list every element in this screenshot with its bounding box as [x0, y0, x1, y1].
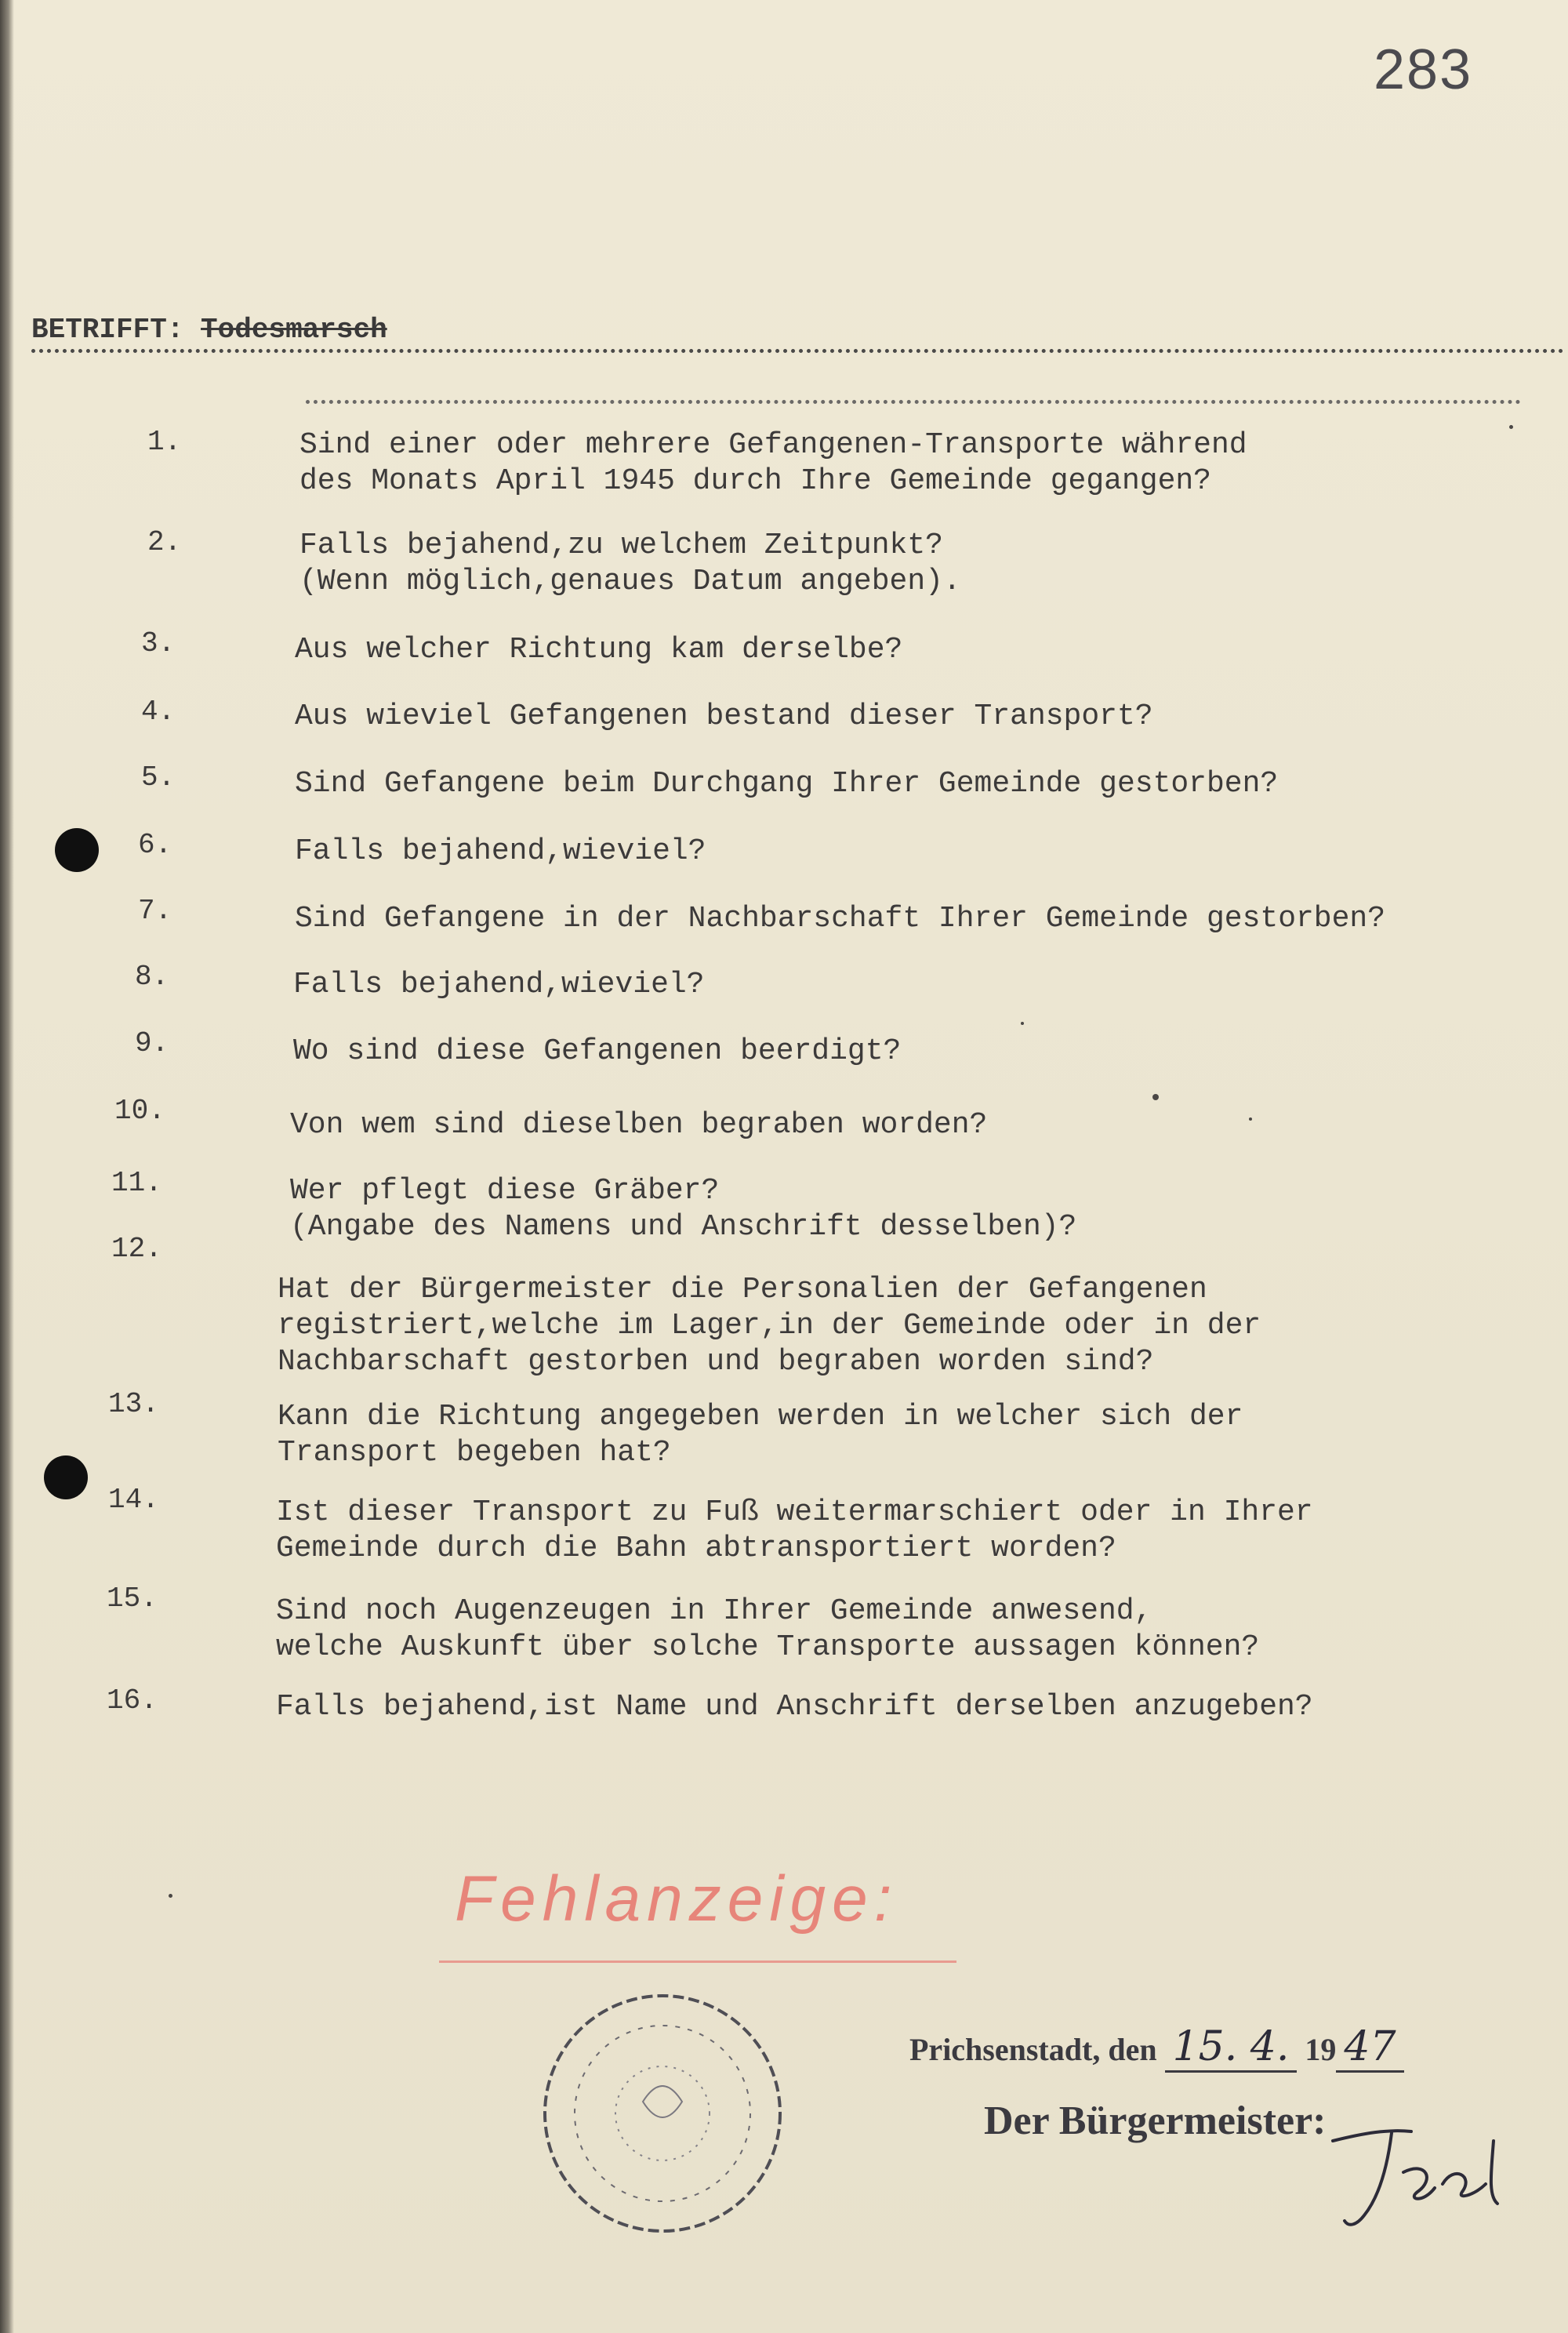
question-number: 5.: [141, 761, 176, 794]
paper-speck: [1152, 1094, 1159, 1100]
question-text: Hat der Bürgermeister die Personalien der Gefangenen registriert,welche im Lager,in der Gemeinde oder in der Nachbarschaft gestorben und begraben worden sind?: [278, 1273, 1261, 1379]
paper-speck: [1249, 1117, 1252, 1121]
question-number: 9.: [135, 1027, 169, 1059]
question-number: 16.: [107, 1684, 158, 1717]
handwritten-signature: [1317, 2117, 1521, 2235]
question-text: Falls bejahend,wieviel?: [293, 968, 705, 1001]
question-text: Falls bejahend,zu welchem Zeitpunkt? (Wenn möglich,genaues Datum angeben).: [299, 529, 961, 598]
question-text: Aus welcher Richtung kam derselbe?: [295, 633, 903, 667]
question-number: 2.: [147, 526, 182, 558]
subject-label: BETRIFFT:: [31, 314, 184, 346]
question-number: 15.: [107, 1583, 158, 1615]
question-text: Sind einer oder mehrere Gefangenen-Transporte während des Monats April 1945 durch Ihre Gemeinde gegangen?: [299, 428, 1247, 498]
question-text: Falls bejahend,wieviel?: [295, 834, 706, 868]
handwritten-note-underline: [439, 1961, 956, 1963]
question-number: 1.: [147, 426, 182, 458]
subject-value: Todesmarsch: [201, 314, 387, 346]
question-text: Falls bejahend,ist Name und Anschrift derselben anzugeben?: [276, 1690, 1313, 1724]
question-text: Aus wieviel Gefangenen bestand dieser Transport?: [295, 700, 1153, 733]
punch-hole: [44, 1455, 88, 1499]
place-label: Prichsenstadt, den: [909, 2032, 1157, 2067]
question-number: 3.: [141, 627, 176, 660]
question-number: 14.: [108, 1484, 159, 1516]
year-suffix: 47: [1336, 2023, 1403, 2073]
question-number: 13.: [108, 1388, 159, 1420]
paper-speck: [1509, 425, 1513, 429]
question-number: 12.: [111, 1233, 162, 1265]
question-text: Von wem sind dieselben begraben worden?: [290, 1108, 988, 1142]
question-number: 8.: [135, 961, 169, 993]
punch-hole: [55, 828, 99, 872]
question-text: Wer pflegt diese Gräber? (Angabe des Namens und Anschrift desselben)?: [290, 1174, 1077, 1244]
page-number: 283: [1374, 38, 1473, 101]
date-day-month: 15. 4.: [1165, 2023, 1298, 2073]
question-number: 7.: [138, 895, 172, 927]
question-text: Sind Gefangene in der Nachbarschaft Ihrer Gemeinde gestorben?: [295, 902, 1386, 936]
mayor-title: Der Bürgermeister:: [984, 2099, 1327, 2143]
signature-block: [909, 2023, 1552, 2259]
question-text: Sind Gefangene beim Durchgang Ihrer Gemeinde gestorben?: [295, 767, 1279, 801]
municipal-seal-stamp: [533, 1984, 792, 2243]
question-number: 11.: [111, 1167, 162, 1199]
question-number: 6.: [138, 829, 172, 861]
question-text: Wo sind diese Gefangenen beerdigt?: [293, 1034, 902, 1068]
handwritten-note: Fehlanzeige:: [455, 1863, 898, 1935]
paper-speck: [1021, 1022, 1024, 1025]
paper-speck: [169, 1894, 172, 1898]
question-number: 4.: [141, 696, 176, 728]
question-text: Ist dieser Transport zu Fuß weitermarschiert oder in Ihrer Gemeinde durch die Bahn abtransportiert worden?: [276, 1495, 1313, 1565]
place-date-line: [909, 2023, 1404, 2073]
year-prefix: 19: [1305, 2032, 1337, 2067]
question-text: Sind noch Augenzeugen in Ihrer Gemeinde anwesend, welche Auskunft über solche Transporte aussagen können?: [276, 1594, 1260, 1664]
question-number: 10.: [114, 1095, 165, 1127]
question-text: Kann die Richtung angegeben werden in welcher sich der Transport begeben hat?: [278, 1400, 1243, 1470]
